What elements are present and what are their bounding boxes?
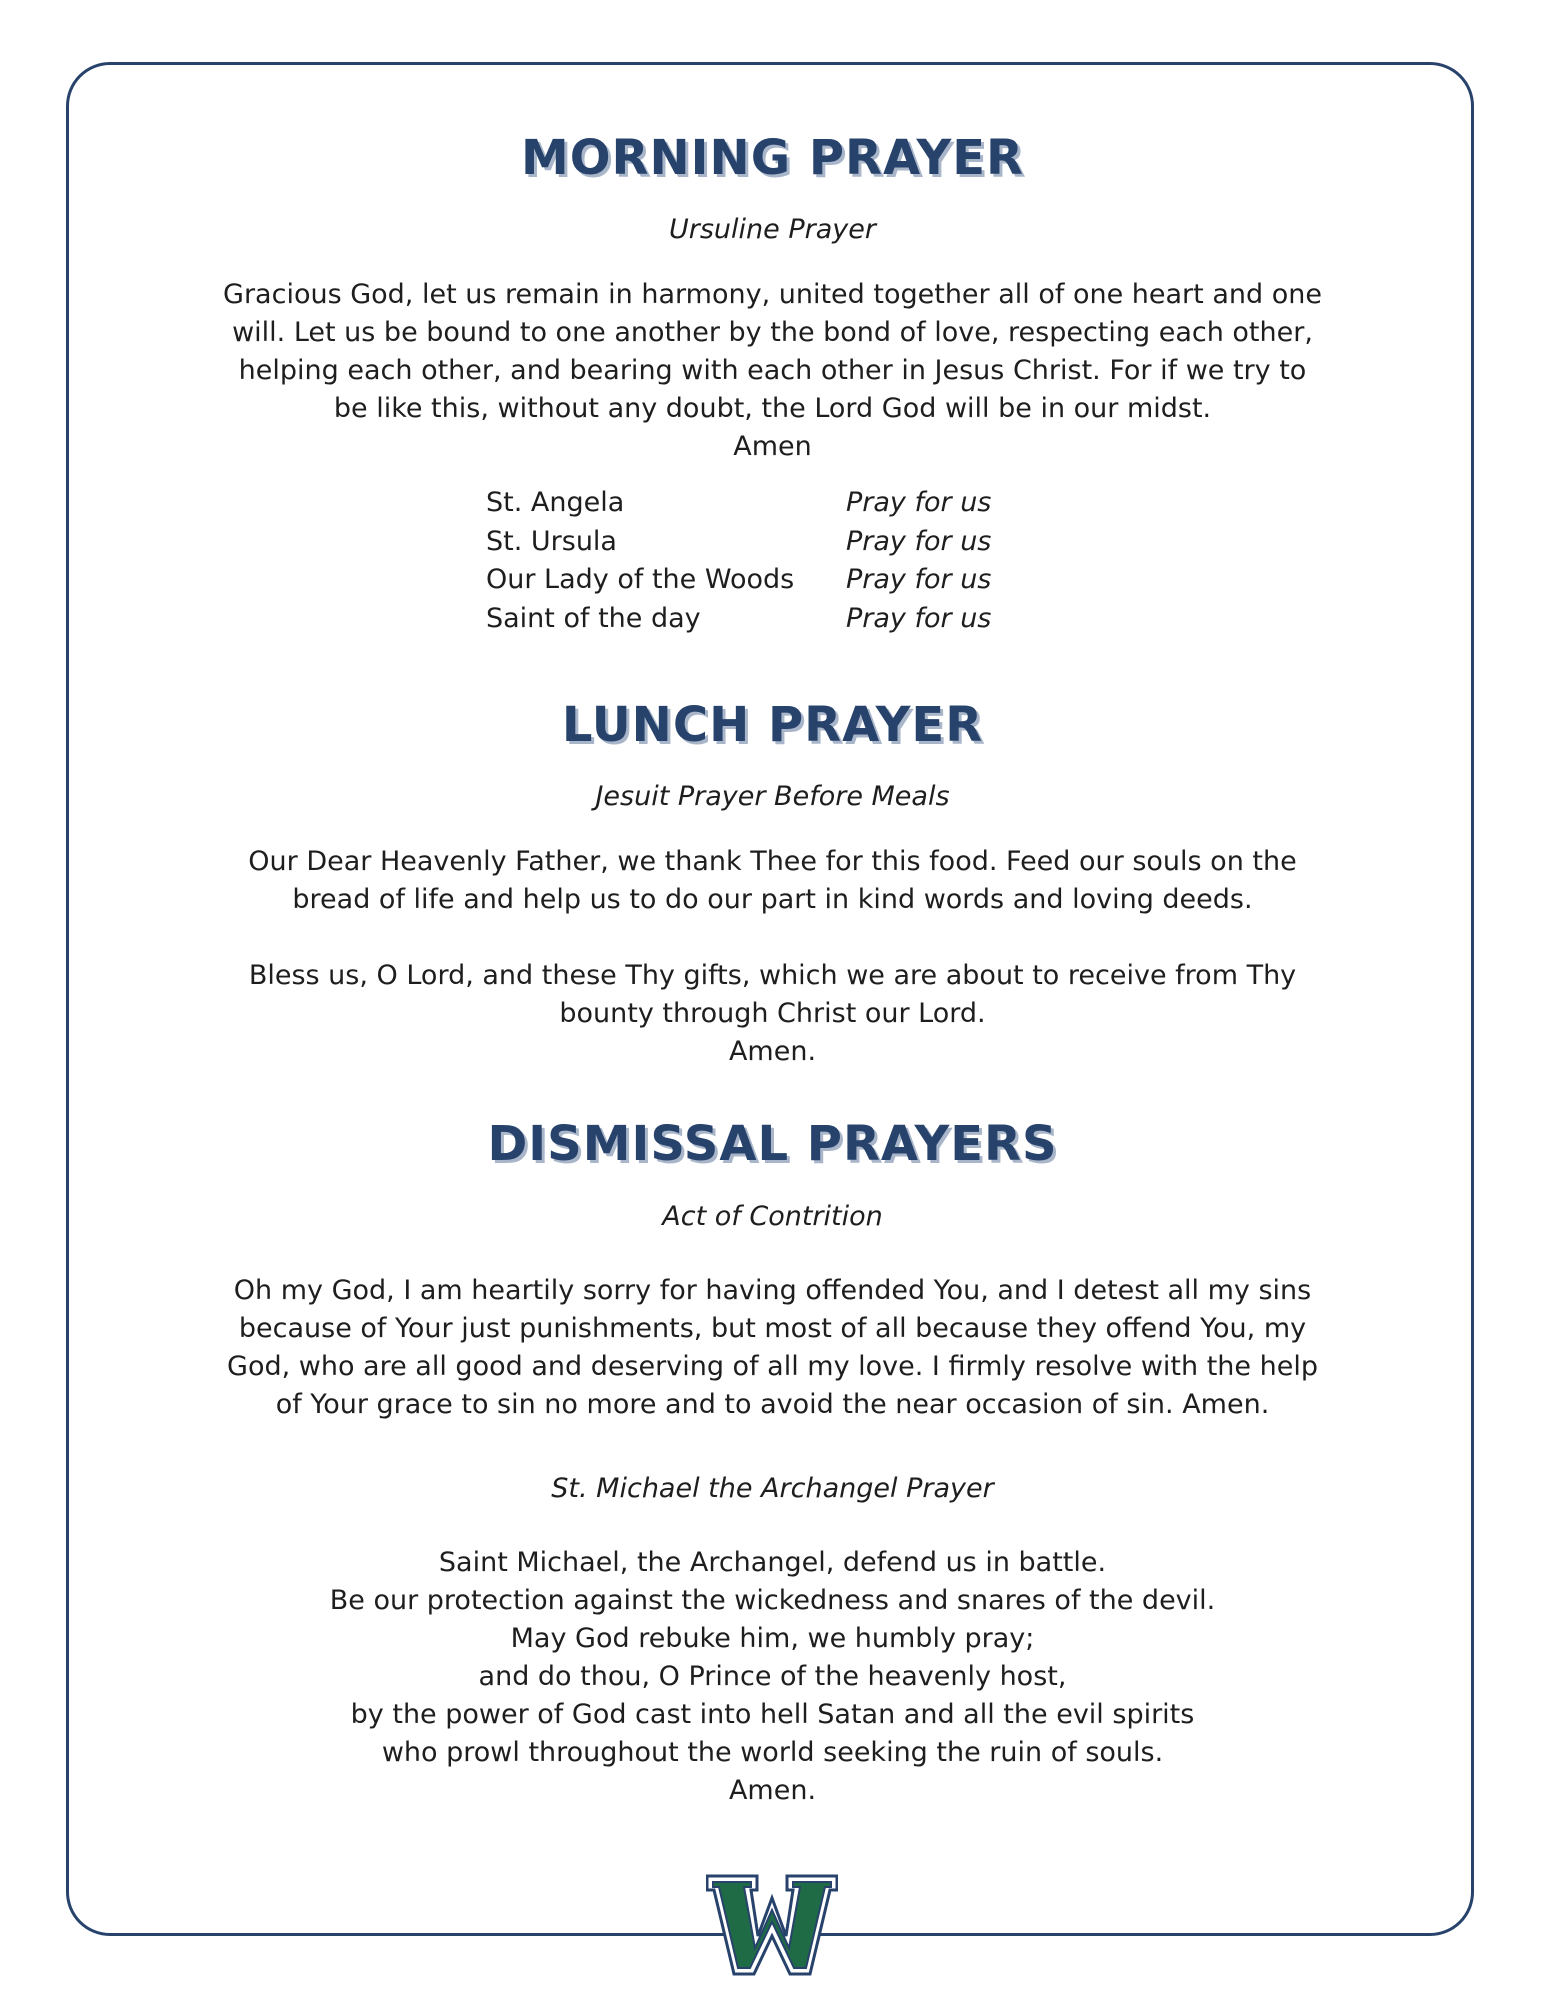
text-line: of Your grace to sin no more and to avoid the near occasion of sin. Amen. (275, 1389, 1270, 1420)
morning-prayer-subtitle: Ursuline Prayer (669, 214, 876, 245)
litany-saint: Saint of the day (486, 602, 701, 634)
text-line: Oh my God, I am heartily sorry for having offended You, and I detest all my sins (233, 1275, 1312, 1306)
text-line: Amen. (728, 1775, 817, 1806)
act-of-contrition-subtitle: Act of Contrition (662, 1201, 883, 1232)
morning-prayer-heading: MORNING PRAYER (520, 130, 1025, 186)
litany-row (486, 561, 991, 600)
text-line: Gracious God, let us remain in harmony, united together all of one heart and one (223, 279, 1322, 310)
text-line: because of Your just punishments, but most of all because they offend You, my (238, 1313, 1307, 1344)
text-line: who prowl throughout the world seeking the ruin of souls. (381, 1737, 1164, 1768)
text-line: and do thou, O Prince of the heavenly host, (478, 1661, 1067, 1692)
litany-saint: Our Lady of the Woods (486, 564, 795, 595)
text-line: God, who are all good and deserving of all my love. I firmly resolve with the help (227, 1351, 1318, 1382)
text-line: bounty through Christ our Lord. (559, 998, 986, 1029)
text-line: be like this, without any doubt, the Lord God will be in our midst. (333, 393, 1212, 424)
lunch-prayer-subtitle: Jesuit Prayer Before Meals (595, 781, 950, 812)
text-line: will. Let us be bound to one another by the bond of love, respecting each other, (232, 317, 1313, 348)
w-logo-icon (706, 1874, 838, 1976)
litany-response: Pray for us (846, 487, 992, 518)
litany-response: Pray for us (846, 525, 992, 557)
litany-saint: St. Angela (486, 487, 625, 518)
litany-row (486, 523, 991, 562)
litany-row (486, 484, 991, 523)
litany-response: Pray for us (846, 602, 992, 634)
lunch-prayer-text-1 (170, 843, 1375, 919)
litany-saint: St. Ursula (486, 525, 617, 557)
litany-row (486, 600, 991, 639)
litany-response: Pray for us (846, 564, 992, 595)
morning-prayer-text (170, 276, 1375, 466)
dismissal-prayers-heading: DISMISSAL PRAYERS (487, 1116, 1058, 1172)
text-line: Saint Michael, the Archangel, defend us in battle. (438, 1547, 1107, 1578)
text-line: helping each other, and bearing with each other in Jesus Christ. For if we try to (238, 355, 1307, 386)
text-line: Bless us, O Lord, and these Thy gifts, which we are about to receive from Thy (248, 960, 1297, 991)
st-michael-subtitle: St. Michael the Archangel Prayer (551, 1473, 994, 1504)
text-line: Amen. (728, 1036, 817, 1067)
st-michael-text (170, 1544, 1375, 1810)
text-line: by the power of God cast into hell Satan and all the evil spirits (350, 1699, 1195, 1730)
text-line: May God rebuke him, we humbly pray; (510, 1623, 1035, 1654)
lunch-prayer-text-2 (170, 957, 1375, 1071)
text-line: Be our protection against the wickedness and snares of the devil. (329, 1585, 1216, 1616)
litany-list (486, 484, 991, 638)
lunch-prayer-heading: LUNCH PRAYER (561, 697, 984, 753)
act-of-contrition-text (170, 1272, 1375, 1424)
text-line: bread of life and help us to do our part in kind words and loving deeds. (292, 884, 1253, 915)
text-line: Our Dear Heavenly Father, we thank Thee for this food. Feed our souls on the (248, 846, 1297, 877)
text-line: Amen (733, 431, 812, 462)
